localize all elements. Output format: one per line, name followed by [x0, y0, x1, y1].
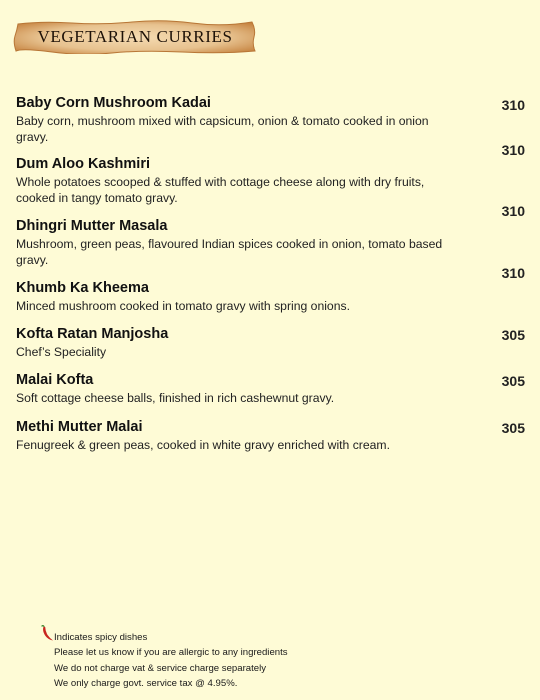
item-price: 310 — [501, 142, 525, 158]
menu-item-dum-aloo-kashmiri — [16, 155, 456, 206]
menu-item-khumb-ka-kheema — [16, 279, 456, 314]
item-description: Baby corn, mushroom mixed with capsicum, onion & tomato cooked in onion gravy. — [16, 114, 429, 144]
item-description: Soft cottage cheese balls, finished in rich cashewnut gravy. — [16, 391, 335, 405]
footer-vat-note: We do not charge vat & service charge separately — [54, 662, 267, 674]
menu-item-dhingri-mutter-masala — [16, 217, 456, 268]
footer-allergy-note: Please let us know if you are allergic to any ingredients — [54, 647, 288, 659]
footer-notes — [54, 630, 454, 691]
item-price: 305 — [501, 373, 525, 389]
menu-item-kofta-ratan-manjosha — [16, 325, 456, 360]
item-name: Kofta Ratan Manjosha — [16, 326, 169, 342]
item-name: Dhingri Mutter Masala — [16, 218, 168, 234]
section-title: VEGETARIAN CURRIES — [37, 27, 233, 46]
menu-item-methi-mutter-malai — [16, 418, 456, 453]
item-description: Fenugreek & green peas, cooked in white gravy enriched with cream. — [16, 438, 390, 452]
section-header-banner — [12, 20, 258, 54]
item-description: Mushroom, green peas, flavoured Indian spices cooked in onion, tomato based gravy. — [16, 237, 443, 267]
item-price: 310 — [501, 265, 525, 281]
footer-tax-note: We only charge govt. service tax @ 4.95%. — [54, 677, 238, 689]
item-name: Baby Corn Mushroom Kadai — [16, 95, 211, 111]
item-description: Minced mushroom cooked in tomato gravy with spring onions. — [16, 299, 350, 313]
item-description: Whole potatoes scooped & stuffed with cottage cheese along with dry fruits, cooked in tangy tomato gravy. — [16, 175, 425, 205]
item-description: Chef’s Speciality — [16, 345, 107, 359]
menu-item-malai-kofta — [16, 371, 456, 406]
item-price: 305 — [501, 327, 525, 343]
item-name: Khumb Ka Kheema — [16, 280, 149, 296]
item-name: Methi Mutter Malai — [16, 419, 143, 435]
item-price: 310 — [501, 203, 525, 219]
footer-spicy-note: Indicates spicy dishes — [54, 632, 148, 643]
item-price: 310 — [501, 97, 525, 113]
menu-item-baby-corn-mushroom-kadai — [16, 94, 456, 145]
item-name: Dum Aloo Kashmiri — [16, 156, 151, 172]
item-name: Malai Kofta — [16, 372, 94, 388]
item-price: 305 — [501, 420, 525, 436]
